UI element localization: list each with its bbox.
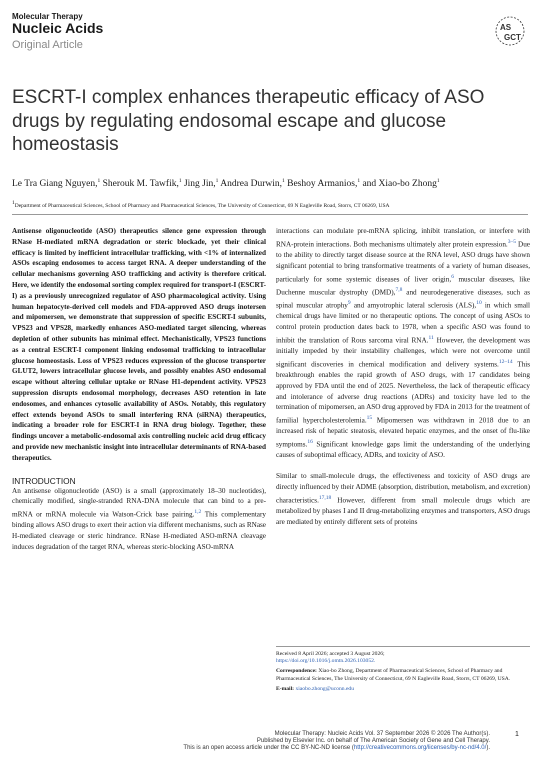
affiliation-sup: 1 — [12, 200, 15, 206]
email-label: E-mail: — [276, 685, 295, 692]
abstract: Antisense oligonucleotide (ASO) therapeutics silence gene expression through RNase H-mediated mRNA degradation or steric blockade, yet their clinical efficacy is limited by inefficient intracellular trafficking, with <1% of internalized ASOs escaping endosomes to access target RNA. A deeper understanding of the cellular mechanisms governing ASO trafficking and activity is therefore critical. Here, we identify the endosomal sorting complex required for transport-I (ESCRT-I) as a previously unrecognized regulator of ASO pharmacological activity. Using human hepatocyte-derived cell models and FDA-approved ASO drugs inotersen and mipomersen, we demonstrate that suppression of specific ESCRT-I subunits, VPS23 and VPS28, markedly enhances ASO-mediated target silencing, whereas depletion of other subunits has minimal effect. Mechanistically, VPS23 functions as a central ESCRT-I component linking endosomal trafficking to intracellular glucose homeostasis. Loss of VPS23 reduces expression of the glucose transporter GLUT2, lowers intracellular glucose levels, and possibly enables ASO endosomal escape without altering cellular uptake or RNase H1-dependent activity. VPS23 suppression disrupts endosomal morphology, decreases ASO retention in late endosomes, and enhances cytosolic availability of ASOs. Notably, this regulatory effect extends beyond ASOs to small interfering RNA (siRNA) therapeutics, indicating a broader role for ESCRT-I in RNA drug biology. Together, these findings uncover a metabolic-endosomal axis controlling nucleic acid drug efficacy and provide new mechanistic insight into intracellular determinants of RNA-based therapeutics. — [12, 227, 266, 462]
text-run: This breakthrough enables the rapid growth of ASO drugs, with 17 candidates being approved by FDA until the end of 2025. Nevertheless, the lack of therapeutic efficacy and intolerance of adverse drug reactions (ADRs) and toxicity have led to the termination of mipomersen, an ASO drug approved by FDA in 2013 for the treatment of familial hypercholesterolemia. — [276, 360, 530, 425]
affiliation — [12, 200, 532, 210]
text-run: This complementary binding allows ASO drugs to exert their action via different mechanisms, such as RNase H-mediated cleavage or steric hindrance. RNase H-mediated ASO-mRNA cleavage induces degradation of the target RNA, whereas steric-blocking ASO-mRNA — [12, 510, 266, 551]
email-link[interactable]: xiaobo.zhong@uconn.edu — [295, 685, 355, 692]
page-footer — [60, 731, 490, 753]
author-affiliation-ref: 1 — [97, 178, 101, 184]
journal-name-line2: Nucleic Acids — [12, 20, 104, 36]
header-divider — [12, 214, 528, 215]
citation-ref[interactable]: 15 — [366, 415, 373, 422]
journal-name-line1: Molecular Therapy — [12, 12, 83, 21]
author-affiliation-ref: 1 — [178, 178, 182, 184]
citation-ref[interactable]: 11 — [428, 334, 434, 341]
license-text-pre: This is an open access article under the CC BY-NC-ND license ( — [183, 745, 354, 752]
citation-ref[interactable]: 12–14 — [498, 358, 513, 365]
correspondence-text: Xiao-bo Zhong, Department of Pharmaceutical Sciences, School of Pharmacy and Pharmaceutical Sciences, The University of Connecticut, 69 N Eagleville Road, Storrs, CT 06269, USA. — [276, 668, 511, 682]
author-affiliation-ref: 1 — [215, 178, 219, 184]
asgct-logo — [494, 14, 526, 48]
intro-paragraph — [12, 486, 266, 553]
body-paragraph-2 — [276, 471, 530, 527]
author-name: Beshoy Armanios, — [284, 179, 358, 190]
author-affiliation-ref: 1 — [282, 178, 285, 184]
author-name: Sherouk M. Tawfik, — [100, 179, 179, 190]
author-list — [12, 175, 532, 190]
svg-text:GCT: GCT — [504, 33, 521, 42]
citation-ref[interactable]: 3–5 — [507, 238, 516, 245]
received-dates — [276, 651, 530, 665]
text-run: Significant knowledge gaps limit the understanding of the underlying causes of suboptimal efficacy, ADRs, and toxicity of ASO. — [276, 440, 530, 460]
citation-ref[interactable]: 1,2 — [194, 509, 202, 516]
footer-citation: Molecular Therapy: Nucleic Acids Vol. 37 September 2026 © 2026 The Author(s). — [274, 731, 490, 737]
text-run: Mipomersen was withdrawn in 2018 due to an increased risk of hepatic steatosis, elevated hepatic enzymes, and the onset of flu-like symptoms. — [276, 416, 531, 449]
text-run: Similar to small-molecule drugs, the effectiveness and toxicity of ASO drugs are directly influenced by their ADME (absorption, distribution, metabolism, and excretion) characteristics. — [276, 472, 530, 505]
correspondence — [276, 668, 530, 682]
correspondence-label: Correspondence: — [276, 668, 317, 675]
citation-ref[interactable]: 16 — [307, 439, 313, 446]
email-line — [276, 686, 530, 693]
text-run: interactions can modulate pre-mRNA splicing, inhibit translation, or interfere with RNA-protein interactions. Both mechanisms ultimately alter protein expression. — [276, 227, 530, 249]
citation-ref[interactable]: 17,18 — [318, 494, 332, 501]
author-name: Le Tra Giang Nguyen, — [12, 179, 98, 190]
text-run: muscular diseases, like Duchenne muscular dystrophy (DMD), — [276, 274, 530, 297]
author-name: Andrea Durwin, — [218, 179, 282, 190]
text-run: Due to the ability to directly target disease source at the RNA level, ASO drugs have shown significant potential to bring transformative treatments of a variety of human diseases, particularly for some systemic diseases of liver origin, — [276, 240, 530, 283]
license-link[interactable]: http://creativecommons.org/licenses/by-nc-nd/4.0/ — [353, 745, 487, 752]
author-name: and Xiao-bo Zhong — [360, 179, 437, 190]
text-run: However, the development was initially impeded by their instability challenges, which were not overcome until significant discoveries in chemical modification and delivery systems. — [276, 336, 530, 369]
citation-ref[interactable]: 9 — [347, 299, 351, 306]
text-run: and amyotrophic lateral sclerosis (ALS), — [350, 301, 477, 310]
text-run: However, different from small molecule drugs which are metabolized by phases I and II drug-metabolizing enzymes and transporters, ASO drugs are mediated by entirely different sets of proteins — [276, 496, 530, 526]
text-run: An antisense oligonucleotide (ASO) is a small (approximately 18–30 nucleotides), chemically modified, single-stranded RNA-DNA molecule that can bind to a pre-mRNA or mRNA molecule via Watson-Crick base pairing. — [12, 486, 266, 519]
left-column — [12, 226, 266, 553]
journal-header — [12, 12, 103, 53]
svg-text:AS: AS — [500, 23, 512, 32]
page-number: 1 — [515, 731, 519, 738]
affiliation-text: Department of Pharmaceutical Sciences, School of Pharmacy and Pharmaceutical Sciences, The University of Connecticut, 69 N Eagleville Road, Storrs, CT 06269, USA — [14, 202, 390, 209]
received-text: Received 8 April 2026; accepted 3 August 2026; — [276, 651, 385, 657]
author-name: Jing Jin, — [181, 179, 216, 190]
body-paragraph-1 — [276, 226, 530, 461]
doi-link[interactable]: https://doi.org/10.1016/j.omtn.2026.103052. — [276, 658, 376, 665]
citation-ref[interactable]: 7,8 — [395, 286, 403, 293]
citation-ref[interactable]: 6 — [451, 273, 454, 280]
footer-license — [60, 745, 490, 752]
section-heading-introduction: INTRODUCTION — [12, 475, 76, 486]
article-title: ESCRT-I complex enhances therapeutic efficacy of ASO drugs by regulating endosomal escape and glucose homeostasis — [12, 87, 485, 155]
article-info-box — [276, 646, 530, 696]
article-type: Original Article — [12, 39, 83, 51]
right-column — [276, 226, 530, 527]
text-run: and neurodegenerative diseases, such as spinal muscular atrophy — [276, 288, 531, 310]
footer-publisher: Published by Elsevier Inc. on behalf of The American Society of Gene and Cell Therapy. — [256, 738, 490, 745]
author-affiliation-ref: 1 — [436, 178, 440, 184]
text-run: in which small chemical drugs have limited or no therapeutic options. The concept of using ASOs to control protein production dates back to 1978, when a specific ASO was found to inhibit the translation of Rous sarcoma viral RNA. — [276, 301, 531, 345]
citation-ref[interactable]: 10 — [476, 299, 482, 306]
license-text-post: ). — [486, 745, 490, 752]
author-affiliation-ref: 1 — [357, 178, 361, 184]
